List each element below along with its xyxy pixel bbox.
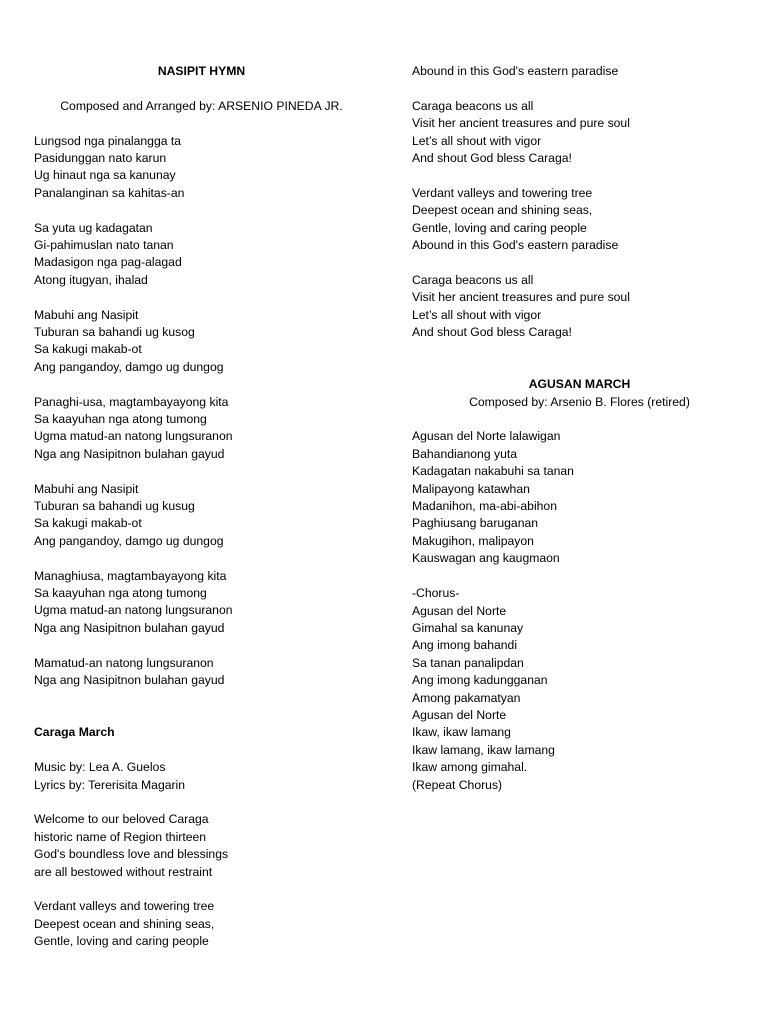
nasipit-stanza-5 <box>34 481 369 551</box>
lyric-line: Visit her ancient treasures and pure soul <box>412 290 630 305</box>
lyric-line: historic name of Region thirteen <box>34 829 207 844</box>
nasipit-stanza-6 <box>34 568 369 638</box>
agusan-chorus <box>412 585 747 794</box>
lyric-line: Among pakamatyan <box>412 690 521 705</box>
caraga-music-credit: Music by: Lea A. Guelos <box>34 760 166 775</box>
caraga-stanza-1 <box>34 811 369 881</box>
lyric-line: Madanihon, ma-abi-abihon <box>412 499 557 514</box>
caraga-stanza-3 <box>412 98 747 168</box>
nasipit-stanza-1 <box>34 133 369 203</box>
lyric-line: Nga ang Nasipitnon bulahan gayud <box>34 620 225 635</box>
agusan-march-credit: Composed by: Arsenio B. Flores (retired) <box>469 394 690 409</box>
lyric-line: Tuburan sa bahandi ug kusug <box>34 499 195 514</box>
lyric-line: Caraga beacons us all <box>412 272 534 287</box>
lyric-line: And shout God bless Caraga! <box>412 151 572 166</box>
lyric-line: Ugma matud-an natong lungsuranon <box>34 429 233 444</box>
lyric-line: Deepest ocean and shining seas, <box>412 203 593 218</box>
nasipit-stanza-7 <box>34 655 369 690</box>
lyric-line: Malipayong katawhan <box>412 481 530 496</box>
lyric-line: Welcome to our beloved Caraga <box>34 812 209 827</box>
lyric-line: Let’s all shout with vigor <box>412 133 542 148</box>
lyric-line: Sa yuta ug kadagatan <box>34 220 153 235</box>
agusan-verse <box>412 428 747 567</box>
nasipit-hymn-credit: Composed and Arranged by: ARSENIO PINEDA JR. <box>60 98 343 113</box>
lyric-line: Tuburan sa bahandi ug kusog <box>34 325 195 340</box>
caraga-stanza-2 <box>34 898 369 950</box>
lyric-line: Ang pangandoy, damgo ug dungog <box>34 533 224 548</box>
lyric-line: Makugihon, malipayon <box>412 533 534 548</box>
lyric-line: Caraga beacons us all <box>412 98 534 113</box>
lyric-line: Lungsod nga pinalangga ta <box>34 133 182 148</box>
chorus-label: -Chorus- <box>412 586 460 601</box>
lyric-line: Agusan del Norte <box>412 603 507 618</box>
lyric-line: Ikaw, ikaw lamang <box>412 725 511 740</box>
lyric-line: Verdant valleys and towering tree <box>412 185 593 200</box>
left-column <box>34 63 369 951</box>
lyric-line: Gentle, loving and caring people <box>34 934 209 949</box>
right-column <box>412 63 747 794</box>
lyric-line: Panalanginan sa kahitas-an <box>34 185 185 200</box>
nasipit-hymn-title: NASIPIT HYMN <box>157 64 246 78</box>
lyric-line: Gi-pahimuslan nato tanan <box>34 238 174 253</box>
lyric-line: And shout God bless Caraga! <box>412 325 572 340</box>
lyric-line: Ang imong bahandi <box>412 638 518 653</box>
lyric-line: Kadagatan nakabuhi sa tanan <box>412 464 574 479</box>
lyric-line: Atong itugyan, ihalad <box>34 272 148 287</box>
lyric-line: Agusan del Norte <box>412 707 507 722</box>
lyric-line: Ang pangandoy, damgo ug dungog <box>34 359 224 374</box>
lyric-line: Ugma matud-an natong lungsuranon <box>34 603 233 618</box>
lyric-line: Ikaw among gimahal. <box>412 760 528 775</box>
lyric-line: Ug hinaut nga sa kanunay <box>34 168 176 183</box>
lyric-line: Madasigon nga pag-alagad <box>34 255 182 270</box>
lyric-line: Abound in this God's eastern paradise <box>412 238 619 253</box>
lyric-line: Sa kakugi makab-ot <box>34 342 142 357</box>
nasipit-stanza-4 <box>34 394 369 464</box>
lyric-line: God's boundless love and blessings <box>34 847 229 862</box>
lyric-line: Mabuhi ang Nasipit <box>34 307 139 322</box>
lyric-line: Ikaw lamang, ikaw lamang <box>412 742 555 757</box>
lyric-line: Verdant valleys and towering tree <box>34 899 215 914</box>
lyric-line: Agusan del Norte lalawigan <box>412 429 561 444</box>
lyric-line: Sa kakugi makab-ot <box>34 516 142 531</box>
nasipit-stanza-3 <box>34 307 369 377</box>
lyric-line: Sa kaayuhan nga atong tumong <box>34 586 207 601</box>
lyric-line: Ang imong kadungganan <box>412 673 548 688</box>
lyric-line: Visit her ancient treasures and pure soul <box>412 116 630 131</box>
lyric-line: Pasidunggan nato karun <box>34 151 167 165</box>
lyric-line: Nga ang Nasipitnon bulahan gayud <box>34 673 225 688</box>
lyric-line: Mamatud-an natong lungsuranon <box>34 655 214 670</box>
lyric-line: are all bestowed without restraint <box>34 864 213 879</box>
lyric-line: Mabuhi ang Nasipit <box>34 481 139 496</box>
lyric-line: Let’s all shout with vigor <box>412 307 542 322</box>
repeat-chorus-note: (Repeat Chorus) <box>412 777 503 792</box>
agusan-march-title: AGUSAN MARCH <box>528 377 631 392</box>
lyric-line: Gentle, loving and caring people <box>412 220 587 235</box>
lyric-line: Sa tanan panalipdan <box>412 655 524 670</box>
lyric-line: Gimahal sa kanunay <box>412 620 524 635</box>
caraga-lyrics-credit: Lyrics by: Tererisita Magarin <box>34 777 186 792</box>
lyric-line: Paghiusang baruganan <box>412 516 539 531</box>
lyric-line: Bahandianong yuta <box>412 446 518 461</box>
lyric-line: Kauswagan ang kaugmaon <box>412 551 560 566</box>
nasipit-stanza-2 <box>34 220 369 290</box>
caraga-stanza-5 <box>412 272 747 342</box>
lyric-line: Panaghi-usa, magtambayayong kita <box>34 394 229 409</box>
lyric-line: Sa kaayuhan nga atong tumong <box>34 412 207 427</box>
caraga-stanza-4 <box>412 185 747 255</box>
lyric-line: Deepest ocean and shining seas, <box>34 916 215 931</box>
lyric-line: Abound in this God's eastern paradise <box>412 64 619 78</box>
lyric-line: Nga ang Nasipitnon bulahan gayud <box>34 446 225 461</box>
lyric-line: Managhiusa, magtambayayong kita <box>34 568 227 583</box>
caraga-march-title: Caraga March <box>34 725 115 740</box>
